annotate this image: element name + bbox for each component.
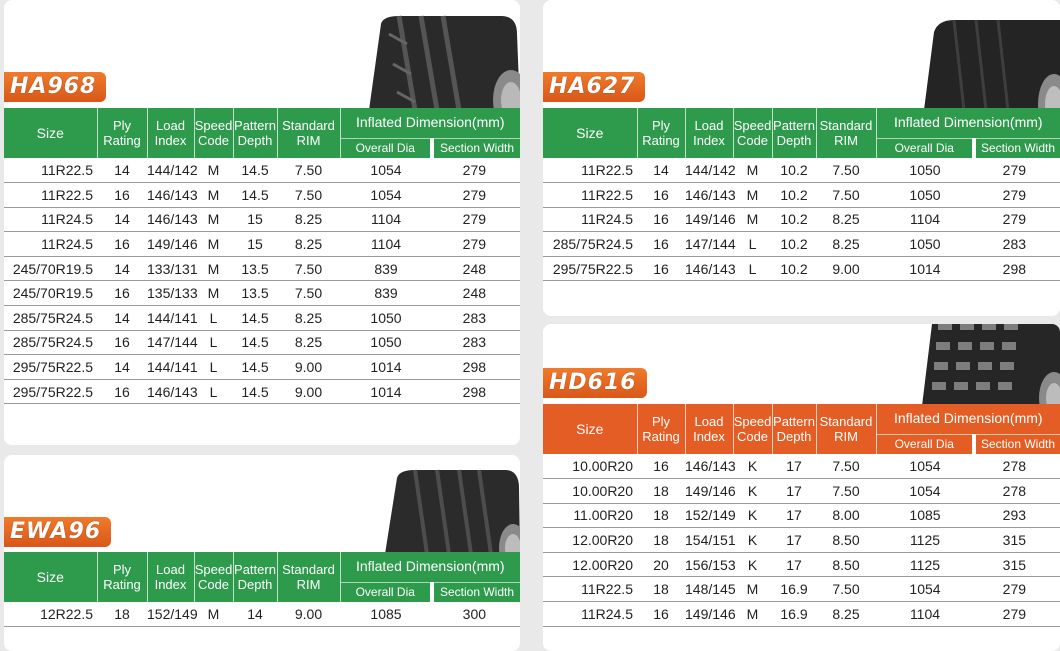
ha627-panel — [543, 0, 1060, 316]
ewa96-table — [4, 552, 520, 627]
pattern-depth-cell: 10.2 — [772, 183, 816, 208]
load-index-cell: 146/143 — [147, 379, 194, 404]
ha968-panel — [4, 0, 520, 445]
size-cell: 11R22.5 — [543, 158, 637, 183]
ply-rating-cell: 16 — [97, 183, 147, 208]
overall-dia-cell: 1050 — [876, 158, 974, 183]
table-row — [543, 183, 1060, 208]
pattern-depth-cell: 14.5 — [233, 379, 277, 404]
pattern-depth-cell: 10.2 — [772, 207, 816, 232]
size-cell: 10.00R20 — [543, 479, 637, 504]
size-cell: 11R24.5 — [543, 207, 637, 232]
speed-code-cell: M — [733, 207, 772, 232]
size-header: Size — [4, 552, 97, 602]
speed-code-cell: M — [733, 183, 772, 208]
table-row — [543, 479, 1060, 504]
speed-code-cell: L — [194, 355, 233, 380]
pattern-depth-cell: 17 — [772, 528, 816, 553]
speed-code-cell: M — [194, 281, 233, 306]
table-row — [543, 158, 1060, 183]
load-index-cell: 135/133 — [147, 281, 194, 306]
ply-rating-cell: 16 — [637, 207, 685, 232]
pattern-depth-header: Pattern Depth — [772, 404, 816, 454]
speed-code-cell: M — [194, 183, 233, 208]
section-width-cell: 279 — [974, 207, 1060, 232]
ply-rating-cell: 16 — [97, 232, 147, 257]
size-cell: 11.00R20 — [543, 503, 637, 528]
overall-dia-cell: 1014 — [876, 256, 974, 281]
size-cell: 295/75R22.5 — [4, 379, 97, 404]
table-row — [543, 454, 1060, 479]
pattern-depth-cell: 14 — [233, 602, 277, 627]
speed-code-cell: L — [194, 306, 233, 331]
tire-icon — [379, 468, 520, 554]
load-index-cell: 152/149 — [147, 602, 194, 627]
pattern-depth-cell: 16.9 — [772, 577, 816, 602]
section-width-cell: 248 — [432, 256, 520, 281]
ha968-table — [4, 108, 520, 404]
load-index-cell: 152/149 — [685, 503, 733, 528]
size-cell: 295/75R22.5 — [4, 355, 97, 380]
section-width-cell: 298 — [432, 379, 520, 404]
table-row — [543, 577, 1060, 602]
overall-dia-cell: 1054 — [876, 577, 974, 602]
table-row — [4, 256, 520, 281]
overall-dia-cell: 1050 — [876, 232, 974, 257]
ha627-table — [543, 108, 1060, 281]
overall-dia-cell: 1050 — [340, 330, 432, 355]
section-width-header: Section Width — [432, 582, 520, 602]
standard-rim-cell: 7.50 — [816, 158, 876, 183]
pattern-depth-cell: 14.5 — [233, 183, 277, 208]
ply-rating-header: Ply Rating — [637, 404, 685, 454]
table-row — [4, 158, 520, 183]
standard-rim-header: Standard RIM — [816, 404, 876, 454]
standard-rim-cell: 9.00 — [277, 602, 340, 627]
standard-rim-cell: 7.50 — [816, 479, 876, 504]
inflated-dimension-header: Inflated Dimension(mm) — [340, 108, 520, 138]
standard-rim-cell: 7.50 — [277, 256, 340, 281]
overall-dia-cell: 1104 — [876, 602, 974, 627]
size-cell: 11R22.5 — [4, 183, 97, 208]
pattern-depth-cell: 17 — [772, 479, 816, 504]
table-row — [4, 207, 520, 232]
section-width-cell: 279 — [432, 232, 520, 257]
table-row — [543, 207, 1060, 232]
overall-dia-cell: 1050 — [340, 306, 432, 331]
speed-code-cell: M — [194, 158, 233, 183]
size-header: Size — [4, 108, 97, 158]
overall-dia-cell: 1085 — [876, 503, 974, 528]
pattern-depth-cell: 10.2 — [772, 158, 816, 183]
overall-dia-cell: 1054 — [340, 183, 432, 208]
table-row — [4, 330, 520, 355]
standard-rim-cell: 9.00 — [277, 379, 340, 404]
section-width-header: Section Width — [974, 138, 1060, 158]
size-cell: 11R24.5 — [4, 232, 97, 257]
load-index-cell: 149/146 — [685, 207, 733, 232]
section-width-cell: 283 — [432, 330, 520, 355]
section-width-cell: 279 — [974, 577, 1060, 602]
table-row — [543, 232, 1060, 257]
pattern-depth-cell: 17 — [772, 454, 816, 479]
standard-rim-cell: 8.50 — [816, 552, 876, 577]
pattern-depth-cell: 17 — [772, 552, 816, 577]
table-row — [4, 355, 520, 380]
load-index-cell: 149/146 — [685, 479, 733, 504]
size-cell: 285/75R24.5 — [4, 306, 97, 331]
size-cell: 10.00R20 — [543, 454, 637, 479]
speed-code-cell: L — [194, 379, 233, 404]
ewa96-panel — [4, 455, 520, 651]
hd616-panel — [543, 324, 1060, 651]
section-width-cell: 278 — [974, 454, 1060, 479]
speed-code-cell: M — [194, 207, 233, 232]
speed-code-header: Speed Code — [194, 552, 233, 602]
size-cell: 11R24.5 — [543, 602, 637, 627]
standard-rim-cell: 9.00 — [277, 355, 340, 380]
speed-code-cell: L — [194, 330, 233, 355]
model-label: HA627 — [543, 72, 645, 102]
standard-rim-cell: 7.50 — [277, 158, 340, 183]
load-index-cell: 146/143 — [147, 207, 194, 232]
standard-rim-cell: 8.25 — [277, 207, 340, 232]
section-width-cell: 279 — [974, 158, 1060, 183]
section-width-header: Section Width — [432, 138, 520, 158]
table-row — [543, 528, 1060, 553]
ply-rating-cell: 14 — [97, 306, 147, 331]
overall-dia-cell: 1085 — [340, 602, 432, 627]
load-index-cell: 149/146 — [147, 232, 194, 257]
section-width-cell: 279 — [432, 207, 520, 232]
ply-rating-cell: 14 — [97, 158, 147, 183]
overall-dia-cell: 1014 — [340, 379, 432, 404]
size-cell: 11R24.5 — [4, 207, 97, 232]
standard-rim-header: Standard RIM — [277, 552, 340, 602]
ply-rating-cell: 16 — [637, 183, 685, 208]
section-width-cell: 298 — [432, 355, 520, 380]
overall-dia-cell: 1104 — [876, 207, 974, 232]
overall-dia-header: Overall Dia — [340, 138, 432, 158]
size-header: Size — [543, 108, 637, 158]
ply-rating-cell: 18 — [637, 503, 685, 528]
load-index-cell: 144/141 — [147, 355, 194, 380]
overall-dia-cell: 839 — [340, 281, 432, 306]
load-index-cell: 133/131 — [147, 256, 194, 281]
speed-code-cell: M — [733, 577, 772, 602]
model-label: HA968 — [4, 72, 106, 102]
pattern-depth-cell: 10.2 — [772, 232, 816, 257]
standard-rim-cell: 8.25 — [277, 330, 340, 355]
ply-rating-cell: 16 — [97, 379, 147, 404]
size-cell: 245/70R19.5 — [4, 256, 97, 281]
ply-rating-cell: 14 — [97, 256, 147, 281]
speed-code-cell: L — [733, 232, 772, 257]
table-row — [4, 232, 520, 257]
table-row — [543, 503, 1060, 528]
ply-rating-cell: 18 — [637, 577, 685, 602]
pattern-depth-cell: 15 — [233, 207, 277, 232]
pattern-depth-cell: 14.5 — [233, 355, 277, 380]
tire-icon — [359, 14, 520, 110]
ply-rating-cell: 20 — [637, 552, 685, 577]
speed-code-cell: M — [194, 602, 233, 627]
section-width-cell: 248 — [432, 281, 520, 306]
ply-rating-cell: 18 — [637, 479, 685, 504]
table-row — [4, 306, 520, 331]
speed-code-cell: M — [733, 602, 772, 627]
size-header: Size — [543, 404, 637, 454]
pattern-depth-header: Pattern Depth — [772, 108, 816, 158]
ply-rating-cell: 16 — [637, 256, 685, 281]
overall-dia-cell: 1125 — [876, 552, 974, 577]
load-index-header: Load Index — [147, 108, 194, 158]
load-index-cell: 146/143 — [685, 454, 733, 479]
overall-dia-cell: 1054 — [876, 479, 974, 504]
tire-icon — [920, 18, 1060, 110]
tire-icon — [918, 324, 1060, 406]
pattern-depth-header: Pattern Depth — [233, 552, 277, 602]
ply-rating-cell: 18 — [637, 528, 685, 553]
standard-rim-header: Standard RIM — [277, 108, 340, 158]
load-index-header: Load Index — [147, 552, 194, 602]
size-cell: 295/75R22.5 — [543, 256, 637, 281]
speed-code-cell: K — [733, 503, 772, 528]
overall-dia-cell: 839 — [340, 256, 432, 281]
model-label: EWA96 — [4, 517, 111, 547]
load-index-cell: 146/143 — [147, 183, 194, 208]
speed-code-cell: M — [194, 256, 233, 281]
section-width-cell: 300 — [432, 602, 520, 627]
table-row — [4, 183, 520, 208]
load-index-cell: 144/142 — [147, 158, 194, 183]
section-width-cell: 283 — [974, 232, 1060, 257]
section-width-cell: 298 — [974, 256, 1060, 281]
standard-rim-cell: 8.00 — [816, 503, 876, 528]
overall-dia-cell: 1104 — [340, 232, 432, 257]
section-width-cell: 278 — [974, 479, 1060, 504]
ply-rating-cell: 16 — [637, 602, 685, 627]
load-index-cell: 146/143 — [685, 183, 733, 208]
overall-dia-cell: 1054 — [340, 158, 432, 183]
standard-rim-cell: 8.50 — [816, 528, 876, 553]
standard-rim-cell: 8.25 — [816, 602, 876, 627]
load-index-cell: 149/146 — [685, 602, 733, 627]
pattern-depth-cell: 14.5 — [233, 330, 277, 355]
inflated-dimension-header: Inflated Dimension(mm) — [876, 404, 1060, 434]
load-index-cell: 146/143 — [685, 256, 733, 281]
size-cell: 245/70R19.5 — [4, 281, 97, 306]
overall-dia-header: Overall Dia — [340, 582, 432, 602]
table-row — [543, 552, 1060, 577]
pattern-depth-cell: 14.5 — [233, 158, 277, 183]
section-width-cell: 315 — [974, 528, 1060, 553]
standard-rim-cell: 8.25 — [277, 232, 340, 257]
ply-rating-header: Ply Rating — [637, 108, 685, 158]
speed-code-cell: K — [733, 479, 772, 504]
pattern-depth-cell: 16.9 — [772, 602, 816, 627]
ply-rating-cell: 14 — [97, 355, 147, 380]
section-width-header: Section Width — [974, 434, 1060, 454]
standard-rim-cell: 7.50 — [277, 183, 340, 208]
ply-rating-cell: 16 — [637, 454, 685, 479]
size-cell: 11R22.5 — [543, 577, 637, 602]
section-width-cell: 315 — [974, 552, 1060, 577]
standard-rim-cell: 7.50 — [816, 183, 876, 208]
standard-rim-cell: 7.50 — [816, 454, 876, 479]
load-index-cell: 154/151 — [685, 528, 733, 553]
overall-dia-cell: 1125 — [876, 528, 974, 553]
overall-dia-cell: 1054 — [876, 454, 974, 479]
load-index-cell: 148/145 — [685, 577, 733, 602]
ply-rating-header: Ply Rating — [97, 108, 147, 158]
section-width-cell: 279 — [432, 183, 520, 208]
speed-code-cell: M — [194, 232, 233, 257]
load-index-cell: 144/141 — [147, 306, 194, 331]
section-width-cell: 293 — [974, 503, 1060, 528]
inflated-dimension-header: Inflated Dimension(mm) — [340, 552, 520, 582]
load-index-header: Load Index — [685, 108, 733, 158]
model-label: HD616 — [543, 368, 647, 398]
standard-rim-cell: 7.50 — [277, 281, 340, 306]
pattern-depth-header: Pattern Depth — [233, 108, 277, 158]
size-cell: 11R22.5 — [543, 183, 637, 208]
overall-dia-header: Overall Dia — [876, 138, 974, 158]
table-row — [4, 379, 520, 404]
overall-dia-cell: 1104 — [340, 207, 432, 232]
size-cell: 11R22.5 — [4, 158, 97, 183]
overall-dia-header: Overall Dia — [876, 434, 974, 454]
standard-rim-header: Standard RIM — [816, 108, 876, 158]
load-index-cell: 156/153 — [685, 552, 733, 577]
table-row — [4, 602, 520, 627]
standard-rim-cell: 9.00 — [816, 256, 876, 281]
speed-code-header: Speed Code — [733, 404, 772, 454]
pattern-depth-cell: 13.5 — [233, 281, 277, 306]
pattern-depth-cell: 14.5 — [233, 306, 277, 331]
inflated-dimension-header: Inflated Dimension(mm) — [876, 108, 1060, 138]
section-width-cell: 279 — [432, 158, 520, 183]
standard-rim-cell: 7.50 — [816, 577, 876, 602]
section-width-cell: 283 — [432, 306, 520, 331]
size-cell: 285/75R24.5 — [543, 232, 637, 257]
table-row — [543, 602, 1060, 627]
pattern-depth-cell: 13.5 — [233, 256, 277, 281]
section-width-cell: 279 — [974, 602, 1060, 627]
size-cell: 12.00R20 — [543, 528, 637, 553]
pattern-depth-cell: 15 — [233, 232, 277, 257]
pattern-depth-cell: 10.2 — [772, 256, 816, 281]
overall-dia-cell: 1050 — [876, 183, 974, 208]
load-index-cell: 147/144 — [147, 330, 194, 355]
table-row — [4, 281, 520, 306]
ply-rating-header: Ply Rating — [97, 552, 147, 602]
hd616-table — [543, 404, 1060, 627]
load-index-cell: 144/142 — [685, 158, 733, 183]
section-width-cell: 279 — [974, 183, 1060, 208]
pattern-depth-cell: 17 — [772, 503, 816, 528]
ply-rating-cell: 18 — [97, 602, 147, 627]
speed-code-header: Speed Code — [733, 108, 772, 158]
standard-rim-cell: 8.25 — [277, 306, 340, 331]
speed-code-cell: K — [733, 528, 772, 553]
size-cell: 12R22.5 — [4, 602, 97, 627]
load-index-header: Load Index — [685, 404, 733, 454]
standard-rim-cell: 8.25 — [816, 207, 876, 232]
ply-rating-cell: 16 — [97, 281, 147, 306]
speed-code-cell: K — [733, 552, 772, 577]
standard-rim-cell: 8.25 — [816, 232, 876, 257]
load-index-cell: 147/144 — [685, 232, 733, 257]
speed-code-cell: L — [733, 256, 772, 281]
speed-code-header: Speed Code — [194, 108, 233, 158]
ply-rating-cell: 16 — [97, 330, 147, 355]
size-cell: 285/75R24.5 — [4, 330, 97, 355]
table-row — [543, 256, 1060, 281]
ply-rating-cell: 14 — [97, 207, 147, 232]
overall-dia-cell: 1014 — [340, 355, 432, 380]
speed-code-cell: M — [733, 158, 772, 183]
ply-rating-cell: 14 — [637, 158, 685, 183]
ply-rating-cell: 16 — [637, 232, 685, 257]
size-cell: 12.00R20 — [543, 552, 637, 577]
speed-code-cell: K — [733, 454, 772, 479]
